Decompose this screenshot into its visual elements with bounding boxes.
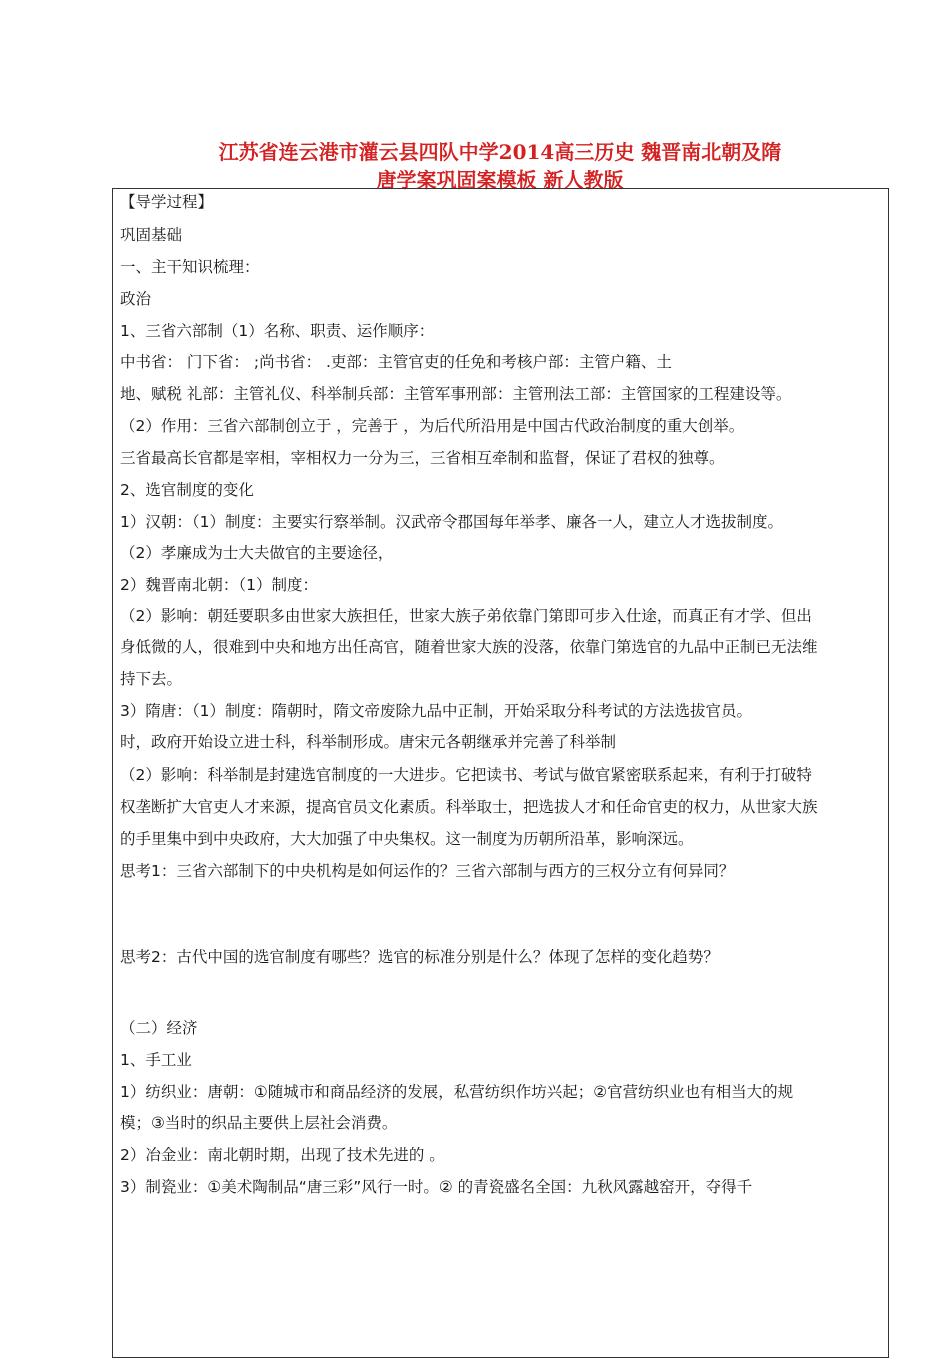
text-line: （2）作用：三省六部制创立于 ，完善于 ，为后代所沿用是中国古代政治制度的重大创举。 — [120, 417, 745, 435]
text-line: 2）魏晋南北朝：（1）制度： — [120, 576, 318, 594]
text-line: 巩固基础 — [120, 226, 183, 244]
text-line: 一、主干知识梳理： — [120, 258, 260, 276]
text-line: 3）制瓷业：①美术陶制品“唐三彩”风行一时。② 的青瓷盛名全国：九秋风露越窑开，夺得千 — [120, 1178, 753, 1196]
text-line: 的手里集中到中央政府，大大加强了中央集权。这一制度为历朝所沿革，影响深远。 — [120, 830, 694, 848]
question-1: 思考1：三省六部制下的中央机构是如何运作的？三省六部制与西方的三权分立有何异同？ — [120, 862, 735, 880]
text-line: 1、三省六部制（1）名称、职责、运作顺序： — [120, 322, 435, 340]
text-line: （2）影响：朝廷要职多由世家大族担任，世家大族子弟依靠门第即可步入仕途，而真正有才学、但出 — [120, 607, 812, 625]
text-line: 持下去。 — [120, 670, 183, 688]
text-line: 2、选官制度的变化 — [120, 481, 254, 499]
text-line: 3）隋唐：（1）制度：隋朝时，隋文帝废除九品中正制，开始采取分科考试的方法选拔官员。 — [120, 702, 752, 720]
text-line: 1）汉朝：（1）制度：主要实行察举制。汉武帝令郡国每年举孝、廉各一人，建立人才选拔制度。 — [120, 513, 783, 531]
text-line: 三省最高长官都是宰相，宰相权力一分为三，三省相互牵制和监督，保证了君权的独尊。 — [120, 449, 725, 467]
text-line: 1）纺织业：唐朝：①随城市和商品经济的发展，私营纺织作坊兴起；②官营纺织业也有相当大的规 — [120, 1083, 794, 1101]
text-line: （2）影响：科举制是封建选官制度的一大进步。它把读书、考试与做官紧密联系起来，有利于打破特 — [120, 766, 812, 784]
section-heading: 【导学过程】 — [120, 193, 214, 211]
text-line: 地、赋税 礼部：主管礼仪、科举制兵部：主管军事刑部：主管刑法工部：主管国家的工程建设等。 — [120, 385, 792, 403]
text-line: 中书省： 门下省： ;尚书省： .吏部：主管官吏的任免和考核户部：主管户籍、土 — [120, 353, 672, 371]
text-line: 1、手工业 — [120, 1051, 192, 1069]
document-title-line1: 江苏省连云港市灌云县四队中学2014高三历史 魏晋南北朝及隋 — [218, 140, 782, 164]
text-line: 权垄断扩大官吏人才来源，提高官员文化素质。科举取士，把选拔人才和任命官吏的权力，从世家大族 — [120, 798, 818, 816]
text-line: 时，政府开始设立进士科，科举制形成。唐宋元各朝继承并完善了科举制 — [120, 733, 617, 751]
document-title-line2: 唐学案巩固案模板 新人教版 — [376, 168, 624, 192]
text-line: （二）经济 — [120, 1019, 198, 1037]
text-line: 2）冶金业：南北朝时期，出现了技术先进的 。 — [120, 1146, 445, 1164]
text-line: 身低微的人，很难到中央和地方出任高官，随着世家大族的没落，依靠门第选官的九品中正制已无法维 — [120, 638, 818, 656]
text-line: 政治 — [120, 290, 152, 308]
text-line: 模；③当时的织品主要供上层社会消费。 — [120, 1114, 398, 1132]
question-2: 思考2：古代中国的选官制度有哪些？选官的标准分别是什么？体现了怎样的变化趋势？ — [120, 948, 719, 966]
text-line: （2）孝廉成为士大夫做官的主要途径， — [120, 544, 394, 562]
